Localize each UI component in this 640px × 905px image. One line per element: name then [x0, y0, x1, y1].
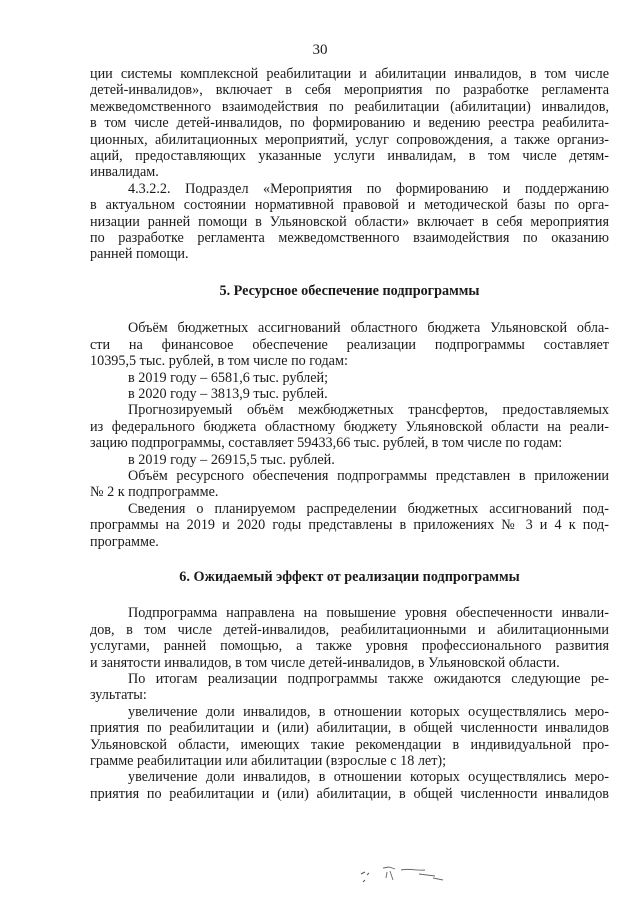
list-item-2019: в 2019 году – 6581,6 тыс. рублей;	[128, 369, 329, 386]
section-heading-5: 5. Ресурсное обеспечение подпрограммы	[219, 282, 480, 299]
text-line: инвалидам.	[90, 164, 159, 181]
text-line: из федерального бюджета областному бюджету Ульяновской области на реали-	[90, 418, 609, 435]
text-line: детей-инвалидов», включает в себя мероприятия по разработке регламента	[90, 82, 609, 99]
text-line: дов, в том числе детей-инвалидов, реабилитационными и абилитационными	[90, 621, 609, 638]
section-heading-6: 6. Ожидаемый эффект от реализации подпрограммы	[179, 568, 520, 585]
text-line: ранней помощи.	[90, 246, 189, 263]
text-line: в том числе детей-инвалидов, по формированию и ведению реестра реабилита-	[90, 115, 609, 132]
text-line: 10395,5 тыс. рублей, в том числе по годам:	[90, 353, 348, 370]
text-line: Сведения о планируемом распределении бюджетных ассигнований под-	[128, 500, 609, 517]
text-line: Объём ресурсного обеспечения подпрограммы представлен в приложении	[128, 467, 609, 484]
text-line: и занятости инвалидов, в том числе детей-инвалидов, в Ульяновской области.	[90, 654, 560, 671]
section-5-paragraph-1	[90, 320, 609, 369]
text-line: аций, предоставляющих указанные услуги инвалидам, в том числе детям-	[90, 148, 609, 165]
text-line: приятия по реабилитации и (или) абилитации, в общей численности инвалидов	[90, 720, 609, 737]
section-5-paragraph-2	[90, 402, 609, 451]
text-line: зацию подпрограммы, составляет 59433,66 тыс. рублей, в том числе по годам:	[90, 435, 563, 452]
text-line: программе.	[90, 533, 159, 550]
text-line: приятия по реабилитации и (или) абилитации, в общей численности инвалидов	[90, 785, 609, 802]
text-line: По итогам реализации подпрограммы также ожидаются следующие ре-	[128, 671, 609, 687]
text-line: сти на финансовое обеспечение реализации подпрограммы составляет	[90, 336, 609, 353]
section-6-paragraph-3	[90, 704, 609, 770]
text-line: в актуальном состоянии нормативной правовой и методической базы по орга-	[90, 197, 609, 214]
text-line: зультаты:	[90, 687, 147, 704]
paragraph-4-3-2-2	[90, 181, 609, 263]
section-5-paragraph-4	[90, 501, 609, 550]
text-line: увеличение доли инвалидов, в отношении которых осуществлялись меро-	[128, 703, 609, 720]
text-line: № 2 к подпрограмме.	[90, 484, 219, 501]
section-5-paragraph-3	[90, 468, 609, 501]
text-line: программы на 2019 и 2020 годы представлены в приложениях № 3 и 4 к под-	[90, 517, 609, 534]
paragraph-continuation	[90, 66, 609, 181]
text-line: Прогнозируемый объём межбюджетных трансфертов, предоставляемых	[128, 402, 609, 419]
text-line: грамме реабилитации или абилитации (взрослые с 18 лет);	[90, 753, 447, 770]
list-item-federal-2019: в 2019 году – 26915,5 тыс. рублей.	[128, 451, 335, 468]
text-line: ционных, абилитационных мероприятий, услуг сопровождения, а также организ-	[90, 131, 609, 148]
document-body	[90, 66, 609, 802]
text-line: по разработке регламента межведомственного взаимодействия по оказанию	[90, 230, 609, 247]
section-6-paragraph-2	[90, 671, 609, 704]
text-line: 4.3.2.2. Подраздел «Мероприятия по формированию и поддержанию	[128, 180, 609, 197]
section-6-paragraph-1	[90, 605, 609, 671]
page-number: 30	[312, 42, 328, 58]
text-line: низации ранней помощи в Ульяновской области» включает в себя мероприятия	[90, 213, 609, 230]
text-line: Подпрограмма направлена на повышение уровня обеспеченности инвали-	[128, 605, 609, 622]
text-line: ции системы комплексной реабилитации и абилитации инвалидов, в том числе	[90, 66, 609, 82]
list-item-2020: в 2020 году – 3813,9 тыс. рублей.	[128, 385, 328, 402]
text-line: услугами, ранней помощью, а также уровня профессионального развития	[90, 638, 609, 655]
section-6-paragraph-4	[90, 769, 609, 802]
text-line: Объём бюджетных ассигнований областного бюджета Ульяновской обла-	[128, 320, 609, 337]
text-line: Ульяновской области, имеющих такие рекомендации в индивидуальной про-	[90, 736, 609, 753]
text-line: межведомственного взаимодействия по реабилитации (абилитации) инвалидов,	[90, 98, 609, 115]
signature-scribble	[355, 858, 450, 888]
text-line: увеличение доли инвалидов, в отношении которых осуществлялись меро-	[128, 769, 609, 786]
